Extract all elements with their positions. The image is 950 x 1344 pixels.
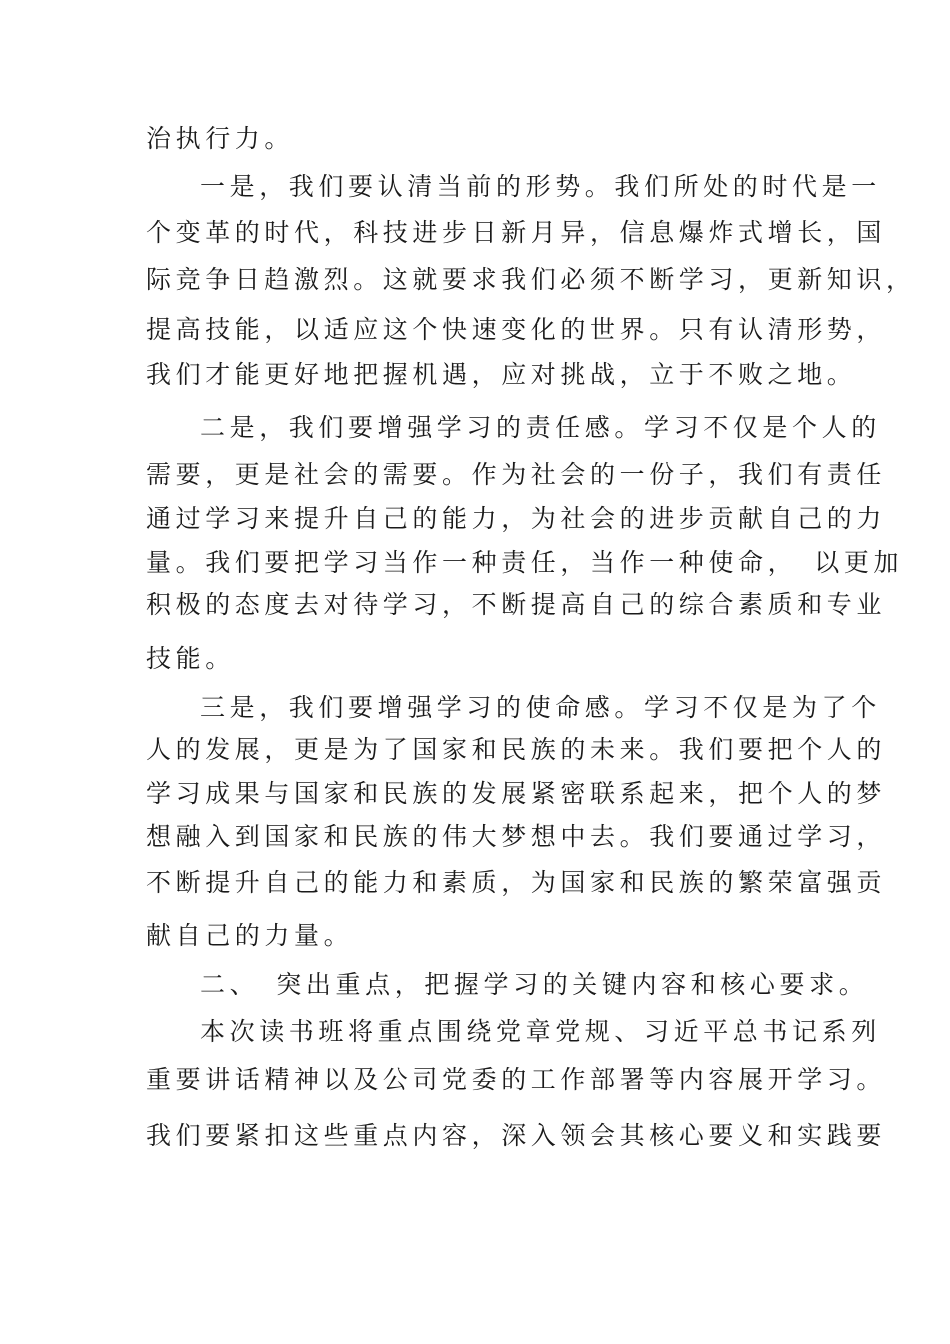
paragraph-start-line: 三是，我们要增强学习的使命感。学习不仅是为了个: [200, 693, 881, 722]
section-heading: 二、 突出重点，把握学习的关键内容和核心要求。: [200, 970, 869, 999]
text-line: 际竞争日趋激烈。这就要求我们必须不断学习，更新知识，: [146, 265, 916, 294]
text-line: 不断提升自己的能力和素质，为国家和民族的繁荣富强贡: [146, 868, 887, 897]
paragraph-start-line: 二是，我们要增强学习的责任感。学习不仅是个人的: [200, 413, 881, 442]
text-line: 提高技能，以适应这个快速变化的世界。只有认清形势，: [146, 315, 887, 344]
text-line: 人的发展，更是为了国家和民族的未来。我们要把个人的: [146, 735, 887, 764]
text-line: 量。我们要把学习当作一种责任，当作一种使命， 以更加: [146, 548, 904, 577]
text-line: 技能。: [146, 644, 235, 673]
text-line: 需要，更是社会的需要。作为社会的一份子，我们有责任: [146, 460, 887, 489]
text-line: 我们才能更好地把握机遇，应对挑战，立于不败之地。: [146, 360, 857, 389]
text-line: 重要讲话精神以及公司党委的工作部署等内容展开学习。: [146, 1065, 887, 1094]
text-line: 积极的态度去对待学习，不断提高自己的综合素质和专业: [146, 590, 887, 619]
text-line: 通过学习来提升自己的能力，为社会的进步贡献自己的力: [146, 504, 887, 533]
text-line: 想融入到国家和民族的伟大梦想中去。我们要通过学习，: [146, 822, 887, 851]
text-line: 治执行力。: [146, 124, 295, 153]
text-line: 献自己的力量。: [146, 921, 354, 950]
text-line: 学习成果与国家和民族的发展紧密联系起来，把个人的梦: [146, 779, 887, 808]
text-line: 我们要紧扣这些重点内容，深入领会其核心要义和实践要: [146, 1121, 887, 1150]
text-line: 个变革的时代，科技进步日新月异，信息爆炸式增长，国: [146, 218, 887, 247]
paragraph-start-line: 本次读书班将重点围绕党章党规、习近平总书记系列: [200, 1017, 881, 1046]
paragraph-start-line: 一是，我们要认清当前的形势。我们所处的时代是一: [200, 172, 881, 201]
